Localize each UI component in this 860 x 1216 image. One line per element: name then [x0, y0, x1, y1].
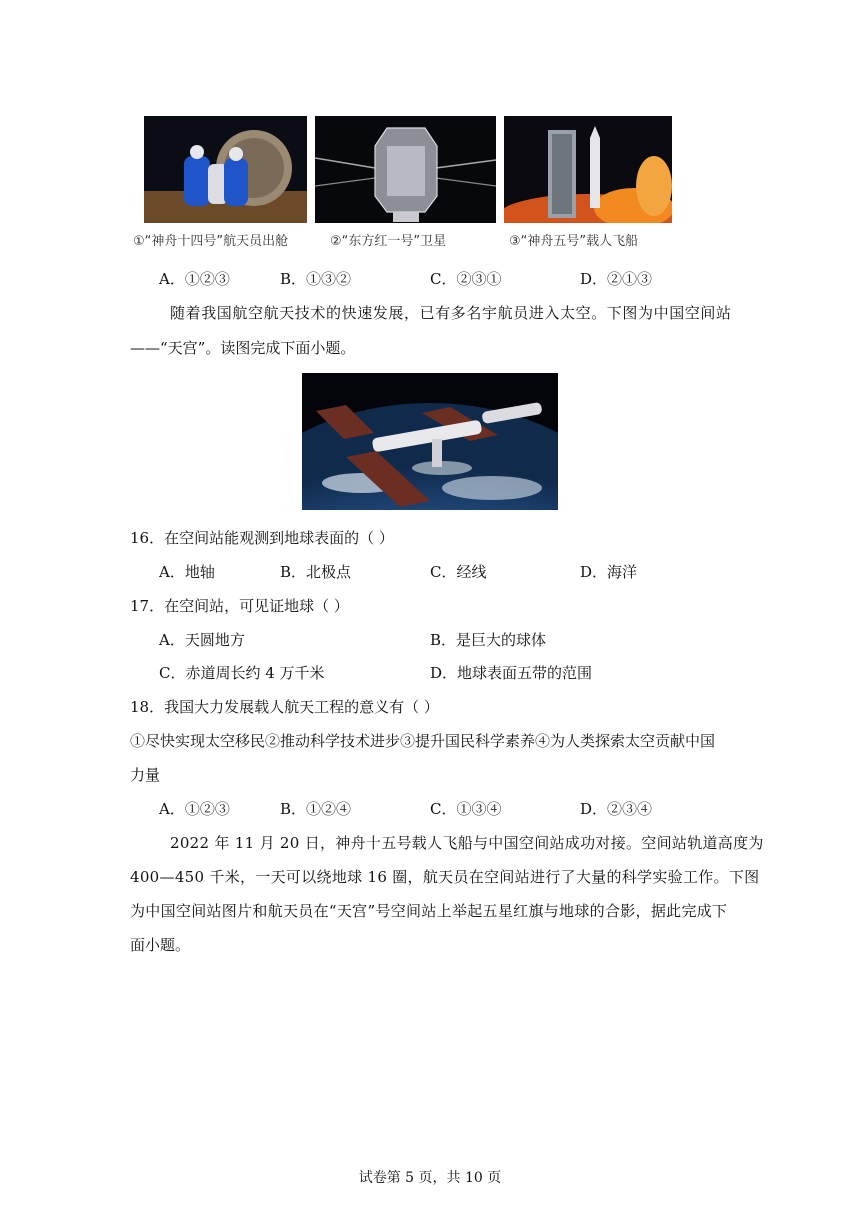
- image1-caption: ①“神舟十四号”航天员出舱: [133, 234, 289, 249]
- image3-caption: ③“神舟五号”载人飞船: [509, 234, 639, 249]
- q16-option-c: C．经线: [430, 563, 487, 581]
- satellite-photo: [315, 116, 496, 223]
- q16-option-d: D．海洋: [580, 563, 638, 581]
- q17-option-c: C．赤道周长约 4 万千米: [159, 664, 325, 682]
- astronaut-exit-photo: [144, 116, 307, 223]
- q15-option-c: C．②③①: [430, 270, 502, 288]
- q16-option-b: B．北极点: [280, 563, 352, 581]
- intro2-line4: 面小题。: [130, 936, 191, 954]
- image2-caption: ②“东方红一号”卫星: [330, 234, 447, 249]
- intro1-line2: ——“天宫”。读图完成下面小题。: [130, 339, 356, 357]
- q18-statements-line2: 力量: [130, 766, 161, 784]
- space-station-photo: [302, 373, 558, 510]
- q15-option-b: B．①③②: [280, 270, 352, 288]
- q17-stem: 17．在空间站，可见证地球（ ）: [130, 597, 349, 615]
- q18-option-a: A．①②③: [159, 800, 230, 818]
- q18-statements-line1: ①尽快实现太空移民②推动科学技术进步③提升国民科学素养④为人类探索太空贡献中国: [130, 732, 716, 750]
- q16-option-a: A．地轴: [159, 563, 215, 581]
- launch-photo: [504, 116, 672, 223]
- intro2-line3: 为中国空间站图片和航天员在“天宫”号空间站上举起五星红旗与地球的合影，据此完成下: [130, 902, 728, 920]
- intro1-line1: 随着我国航空航天技术的快速发展，已有多名宇航员进入太空。下图为中国空间站: [170, 304, 732, 322]
- q18-option-d: D．②③④: [580, 800, 653, 818]
- page-footer: 试卷第 5 页，共 10 页: [358, 1170, 502, 1186]
- intro2-line2: 400—450 千米，一天可以绕地球 16 圈，航天员在空间站进行了大量的科学实验工作。下图: [130, 868, 760, 886]
- q18-stem: 18．我国大力发展载人航天工程的意义有（ ）: [130, 698, 439, 716]
- q15-option-d: D．②①③: [580, 270, 653, 288]
- q17-option-d: D．地球表面五带的范围: [430, 664, 593, 682]
- q17-option-b: B．是巨大的球体: [430, 631, 547, 649]
- q15-option-a: A．①②③: [159, 270, 230, 288]
- q18-option-b: B．①②④: [280, 800, 352, 818]
- q18-option-c: C．①③④: [430, 800, 502, 818]
- intro2-line1: 2022 年 11 月 20 日，神舟十五号载人飞船与中国空间站成功对接。空间站轨道高度为: [170, 834, 764, 852]
- q17-option-a: A．天圆地方: [159, 631, 245, 649]
- q16-stem: 16．在空间站能观测到地球表面的（ ）: [130, 529, 394, 547]
